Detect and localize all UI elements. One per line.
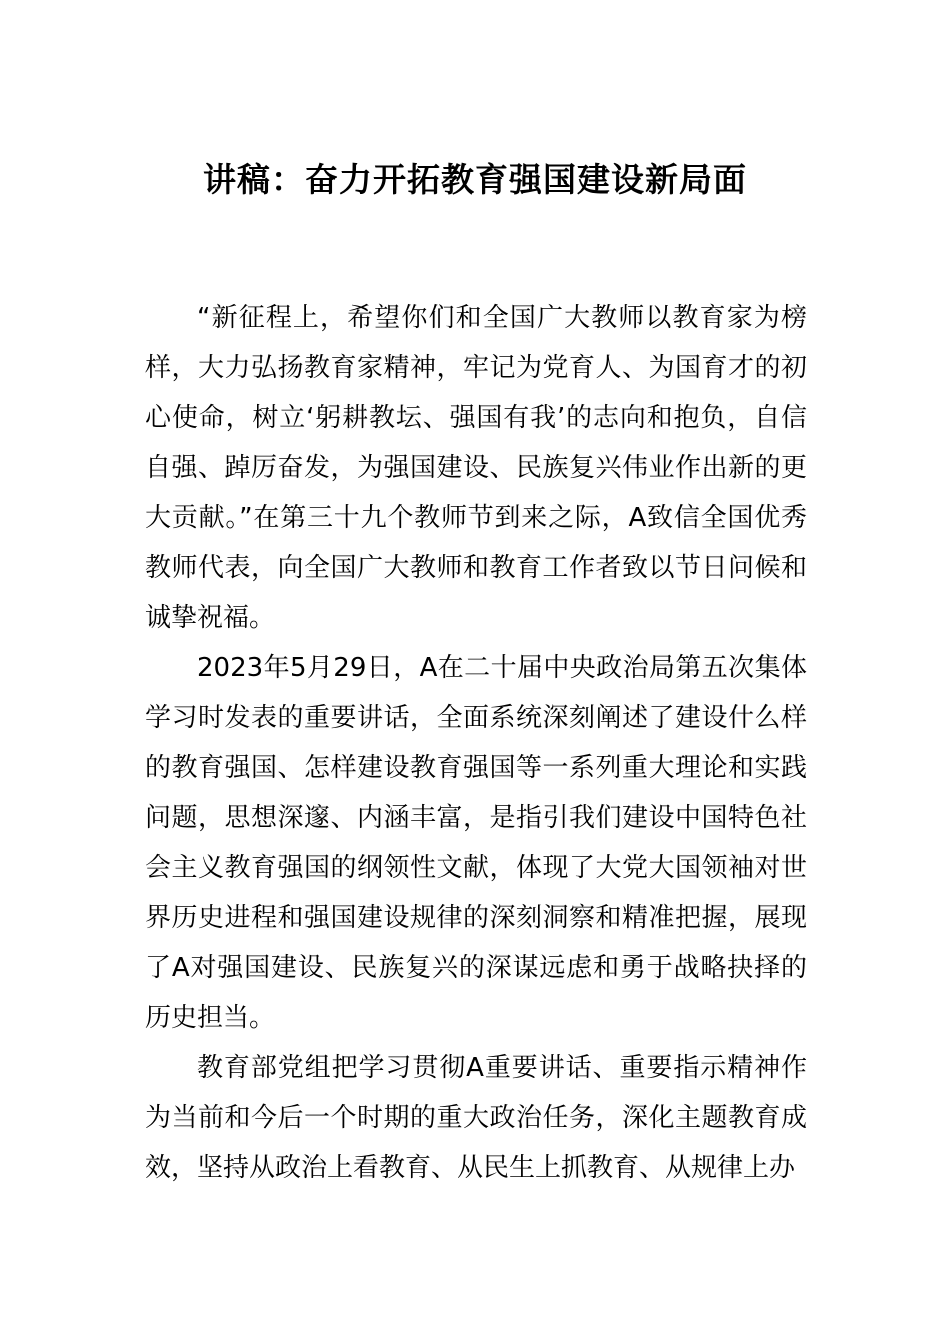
paragraph-2: 2023年5月29日，A在二十届中央政治局第五次集体学习时发表的重要讲话，全面系统深刻阐述了建设什么样的教育强国、怎样建设教育强国等一系列重大理论和实践问题，思想深邃、内涵丰富，是指引我们建设中国特色社会主义教育强国的纲领性文献，体现了大党大国领袖对世界历史进程和强国建设规律的深刻洞察和精准把握，展现了A对强国建设、民族复兴的深谋远虑和勇于战略抉择的历史担当。 [145,653,807,1033]
paragraph-3: 教育部党组把学习贯彻A重要讲话、重要指示精神作为当前和今后一个时期的重大政治任务，深化主题教育成效，坚持从政治上看教育、从民生上抓教育、从规律上办 [145,1053,807,1183]
document-body [145,293,807,1193]
document-title: 讲稿：奋力开拓教育强国建设新局面 [203,160,747,199]
paragraph-1: “新征程上，希望你们和全国广大教师以教育家为榜样，大力弘扬教育家精神，牢记为党育人、为国育才的初心使命，树立‘躬耕教坛、强国有我’的志向和抱负，自信自强、踔厉奋发，为强国建设、民族复兴伟业作出新的更大贡献。”在第三十九个教师节到来之际，A致信全国优秀教师代表，向全国广大教师和教育工作者致以节日问候和诚挚祝福。 [145,303,807,633]
